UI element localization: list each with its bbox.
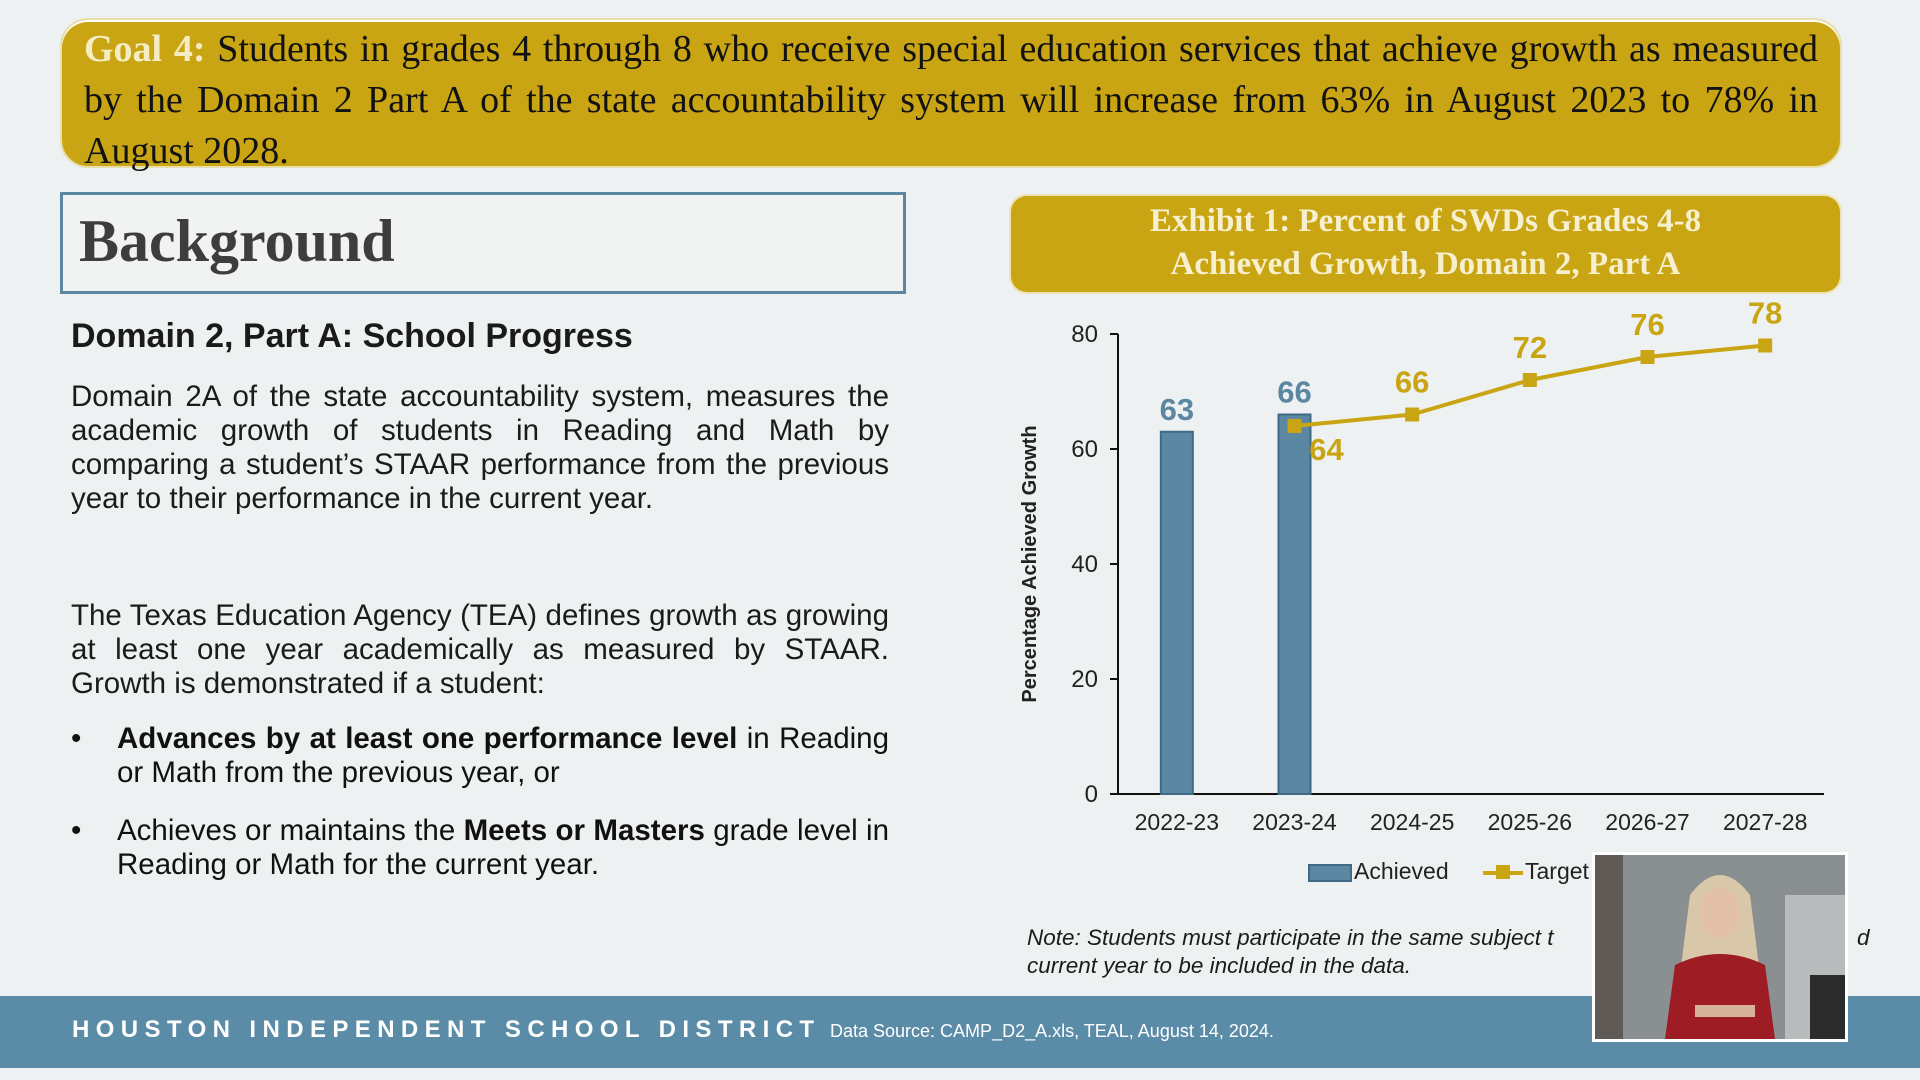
- goal-text: Students in grades 4 through 8 who receive special education services that achieve growth as measured by the Domain 2 Part A of the state accountability system will increase from 63% in August 2023 to 78% in August 2028.: [84, 28, 1818, 172]
- target-point: [1523, 373, 1537, 387]
- exhibit-title-line-1: Exhibit 1: Percent of SWDs Grades 4-8: [1149, 203, 1702, 239]
- data-source: Data Source: CAMP_D2_A.xls, TEAL, August 14, 2024.: [830, 1021, 1274, 1041]
- target-point: [1758, 339, 1772, 353]
- target-point: [1405, 408, 1419, 422]
- list-item: [71, 722, 889, 790]
- exhibit-title-banner: [1011, 196, 1840, 292]
- bullet-icon: •: [71, 722, 82, 755]
- background-header-box: [60, 192, 906, 294]
- goal-label: Goal 4:: [84, 28, 206, 70]
- note-line-1: Note: Students must participate in the same subject t: [1027, 925, 1554, 950]
- target-data-label: 72: [1512, 330, 1548, 365]
- target-data-label: 66: [1394, 364, 1430, 400]
- target-data-label: 76: [1630, 307, 1665, 342]
- bullet-text: in Reading or Math from the previous year, or: [117, 722, 889, 789]
- bullet-text: grade level in Reading or Math for the current year.: [117, 814, 890, 881]
- achieved-legend-label: Achieved: [1354, 858, 1449, 884]
- x-tick-label: 2023-24: [1252, 809, 1337, 835]
- y-tick-label: 40: [1071, 551, 1098, 578]
- y-tick-label: 60: [1071, 436, 1098, 463]
- growth-chart: [1000, 300, 1860, 840]
- x-tick-label: 2022-23: [1134, 809, 1220, 835]
- y-tick-label: 20: [1071, 666, 1098, 693]
- y-tick-label: 80: [1071, 321, 1098, 348]
- y-axis-title: Percentage Achieved Growth: [1019, 425, 1041, 703]
- tea-growth-definition: The Texas Education Agency (TEA) defines growth as growing at least one year academically as measured by STAAR. Growth is demonstrated if a student:: [71, 599, 889, 700]
- x-tick-label: 2027-28: [1722, 809, 1808, 835]
- bullet-bold-text: Advances by at least one performance level: [117, 722, 738, 755]
- note-line-2: current year to be included in the data.: [1027, 953, 1411, 978]
- background-title: Background: [79, 208, 395, 274]
- target-point: [1288, 419, 1302, 433]
- district-name: HOUSTON INDEPENDENT SCHOOL DISTRICT: [72, 1016, 821, 1043]
- target-point: [1641, 350, 1655, 364]
- achieved-bar: [1279, 415, 1311, 795]
- target-legend-swatch: [1483, 871, 1523, 875]
- bullet-text-pre: Achieves or maintains the: [117, 814, 464, 847]
- achieved-legend-swatch: [1308, 864, 1352, 882]
- achieved-bar: [1161, 432, 1193, 794]
- x-tick-label: 2024-25: [1369, 809, 1455, 835]
- growth-criteria-list: [71, 722, 889, 906]
- domain-subheading: Domain 2, Part A: School Progress: [71, 317, 633, 355]
- bullet-icon: •: [71, 814, 82, 847]
- achieved-data-label: 66: [1277, 374, 1312, 410]
- x-tick-label: 2025-26: [1487, 809, 1573, 835]
- exhibit-title-line-2: Achieved Growth, Domain 2, Part A: [1170, 246, 1681, 282]
- note-line-1-tail: d: [1857, 925, 1870, 950]
- x-tick-label: 2026-27: [1605, 809, 1690, 835]
- domain-description: Domain 2A of the state accountability system, measures the academic growth of students in Reading and Math by comparing a student’s STAAR performance from the previous year to their performance in the current year.: [71, 380, 889, 515]
- presenter-video-thumbnail[interactable]: [1592, 852, 1848, 1042]
- y-tick-label: 0: [1084, 781, 1098, 808]
- bottom-strip: [0, 1068, 1920, 1080]
- bullet-bold-text: Meets or Masters: [463, 814, 705, 847]
- list-item: [71, 814, 889, 882]
- achieved-data-label: 63: [1159, 391, 1195, 427]
- chart-legend: [1308, 858, 1589, 885]
- presenter-silhouette-icon: [1595, 855, 1845, 1039]
- goal-banner: [62, 20, 1840, 172]
- target-legend-label: Target: [1525, 858, 1589, 884]
- target-data-label: 78: [1747, 300, 1783, 331]
- target-data-label: 64: [1309, 432, 1344, 467]
